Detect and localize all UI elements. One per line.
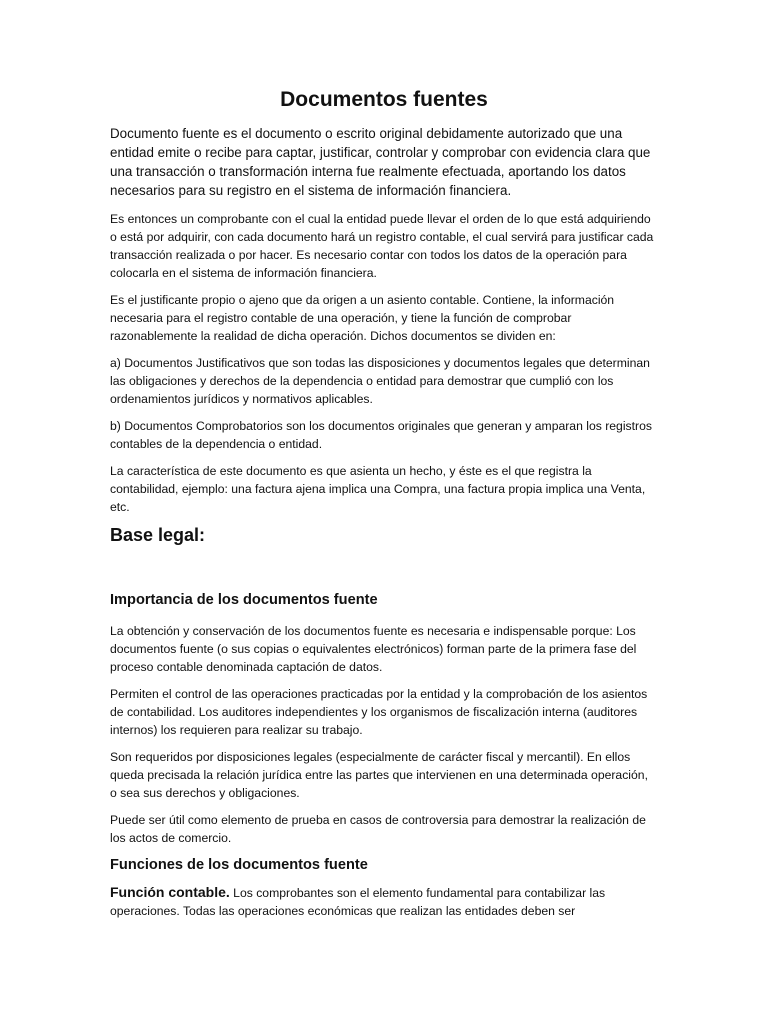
funciones-paragraph [110,883,658,920]
importancia-paragraph: La obtención y conservación de los documentos fuente es necesaria e indispensable porque: Los documentos fuente (o sus copias o equivalentes electrónicos) forman parte de la primera fase del proceso contable denominada captación de datos. [110,624,637,674]
intro-paragraph: Documento fuente es el documento o escrito original debidamente autorizado que una entidad emite o recibe para captar, justificar, controlar y comprobar con evidencia clara que una transacción o transformación interna fue realmente efectuada, aportando los datos necesarios para su registro en el sistema de información financiera. [110,126,651,198]
paragraph: Es el justificante propio o ajeno que da origen a un asiento contable. Contiene, la información necesaria para el registro contable de una operación, y tiene la función de comprobar razonablemente la realidad de dicha operación. Dichos documentos se dividen en: [110,293,615,343]
base-legal-heading: Base legal: [110,525,206,545]
importancia-heading: Importancia de los documentos fuente [110,592,378,608]
funcion-contable-lead: Función contable. [110,884,230,900]
paragraph: a) Documentos Justificativos que son todas las disposiciones y documentos legales que determinan las obligaciones y derechos de la dependencia o entidad para demostrar que cumplió con los ordenamientos jurídicos y normativos aplicables. [110,356,650,406]
importancia-paragraph: Puede ser útil como elemento de prueba en casos de controversia para demostrar la realización de los actos de comercio. [110,813,646,845]
paragraph: La característica de este documento es que asienta un hecho, y éste es el que registra la contabilidad, ejemplo: una factura ajena implica una Compra, una factura propia implica una Venta, etc. [110,464,646,514]
paragraph: Es entonces un comprobante con el cual la entidad puede llevar el orden de lo que está adquiriendo o está por adquirir, con cada documento hará un registro contable, el cual servirá para justificar cada transacción realizada o por hacer. Es necesario contar con todos los datos de la operación para colocarla en el sistema de información financiera. [110,212,654,280]
importancia-paragraph: Son requeridos por disposiciones legales (especialmente de carácter fiscal y mercantil). En ellos queda precisada la relación jurídica entre las partes que intervienen en una determinada operación, o sea sus derechos y obligaciones. [110,750,648,800]
page-title: Documentos fuentes [280,88,488,111]
funcion-contable-text: Los comprobantes son el elemento fundamental para contabilizar las operaciones. Todas las operaciones económicas que realizan las entidades deben ser [110,886,606,918]
document-body [110,88,658,929]
importancia-paragraph: Permiten el control de las operaciones practicadas por la entidad y la comprobación de los asientos de contabilidad. Los auditores independientes y los organismos de fiscalización interna (auditores internos) los requieren para realizar su trabajo. [110,687,648,737]
funciones-heading: Funciones de los documentos fuente [110,857,368,873]
paragraph: b) Documentos Comprobatorios son los documentos originales que generan y amparan los registros contables de la dependencia o entidad. [110,419,652,451]
